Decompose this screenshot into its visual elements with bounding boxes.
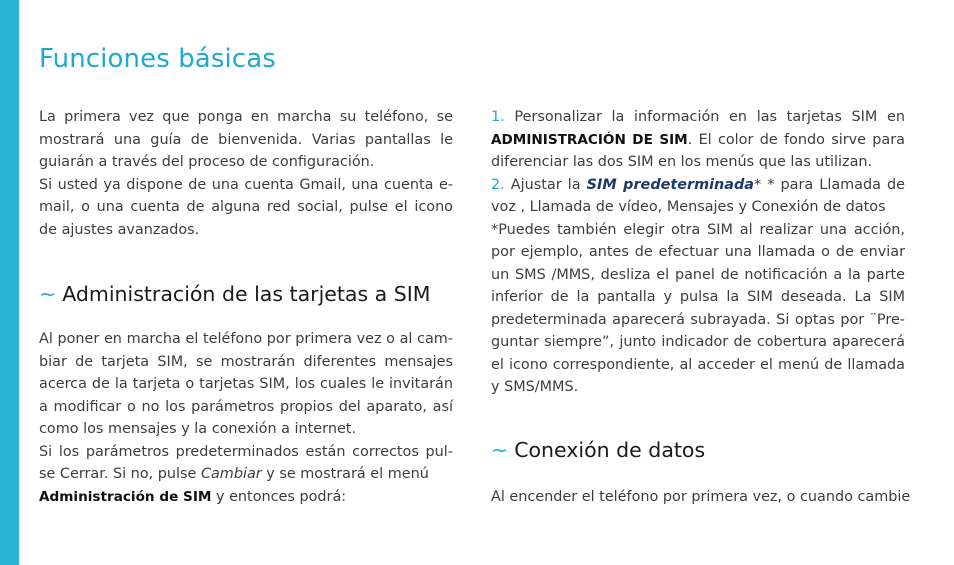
tilde-bullet: ~ xyxy=(39,282,57,306)
step-1-number: 1. xyxy=(491,109,505,125)
sim-heading-text: Administración de las tarjetas a SIM xyxy=(62,282,431,306)
sim-p2-text-b: y se mostrará el menú xyxy=(261,466,429,482)
page-title: Funciones básicas xyxy=(39,44,276,74)
admin-sim-bold: Administración de SIM xyxy=(39,488,212,505)
step-2-text-a: Ajustar la xyxy=(504,176,587,193)
tilde-bullet: ~ xyxy=(491,438,509,462)
step-1-text-a: Personalizar la información en las tarjetas SIM en xyxy=(504,109,905,125)
cambiar-text: Cambiar xyxy=(200,466,262,482)
intro-text xyxy=(39,106,453,241)
data-paragraph-1: Al encender el teléfono por primera vez, o cuando cambie xyxy=(491,489,911,505)
step-2 xyxy=(491,174,905,219)
sim-p2-text-c: y entonces podrá: xyxy=(211,488,347,505)
intro-paragraph-2: Si usted ya dispone de una cuenta Gmail, una cuenta e-mail, o una cuenta de alguna red social, pulse el icono de ajustes avanzados. xyxy=(39,176,453,238)
step-2-text-b: * * para Llamada de voz , Llamada de vídeo, Mensajes y Conexión de datos xyxy=(491,176,905,215)
sim-p2-text-a: Si los parámetros predeterminados están correctos pul-se Cerrar. Si no, pulse xyxy=(39,443,453,482)
step-2-number: 2. xyxy=(491,176,505,193)
data-heading-text: Conexión de datos xyxy=(514,438,706,462)
intro-paragraph-1: La primera vez que ponga en marcha su teléfono, se mostrará una guía de bienvenida. Varias pantallas le guiarán a través del proceso de configuración. xyxy=(39,109,453,170)
step-1 xyxy=(491,106,905,174)
sim-section-text xyxy=(39,328,453,508)
step-1-text-b: . El color de fondo sirve para diferenciar las dos SIM en los menús que las utilizan. xyxy=(491,131,905,170)
side-accent-bar xyxy=(0,0,19,565)
data-section-heading xyxy=(491,438,705,462)
sim-paragraph-1: Al poner en marcha el teléfono por primera vez o al cam-biar de tarjeta SIM, se mostrarán diferentes mensajes acerca de la tarjeta o tarjetas SIM, los cuales le invitarán a modificar o no los parámetros propios del aparato, así como los mensajes y la conexión a internet. xyxy=(39,331,453,437)
sim-predeterminada-emphasis: SIM predeterminada xyxy=(586,176,755,193)
sim-paragraph-2 xyxy=(39,441,453,509)
steps-text xyxy=(491,106,905,399)
data-section-text xyxy=(491,486,911,509)
sim-section-heading xyxy=(39,282,431,306)
step-1-bold: ADMINISTRACIÓN DE SIM xyxy=(491,131,688,148)
footnote: *Puedes también elegir otra SIM al realizar una acción, por ejemplo, antes de efectuar una llamada o de enviar un SMS /MMS, desliza el panel de notificación a la parte inferior de la pantalla y pulsa la SIM deseada. La SIM predeterminada aparecerá subrayada. Si optas por ¨Pre-guntar siempre”, junto indicador de cobertura aparecerá el icono correspondiente, al acceder el menú de llamada y SMS/MMS. xyxy=(491,221,905,395)
